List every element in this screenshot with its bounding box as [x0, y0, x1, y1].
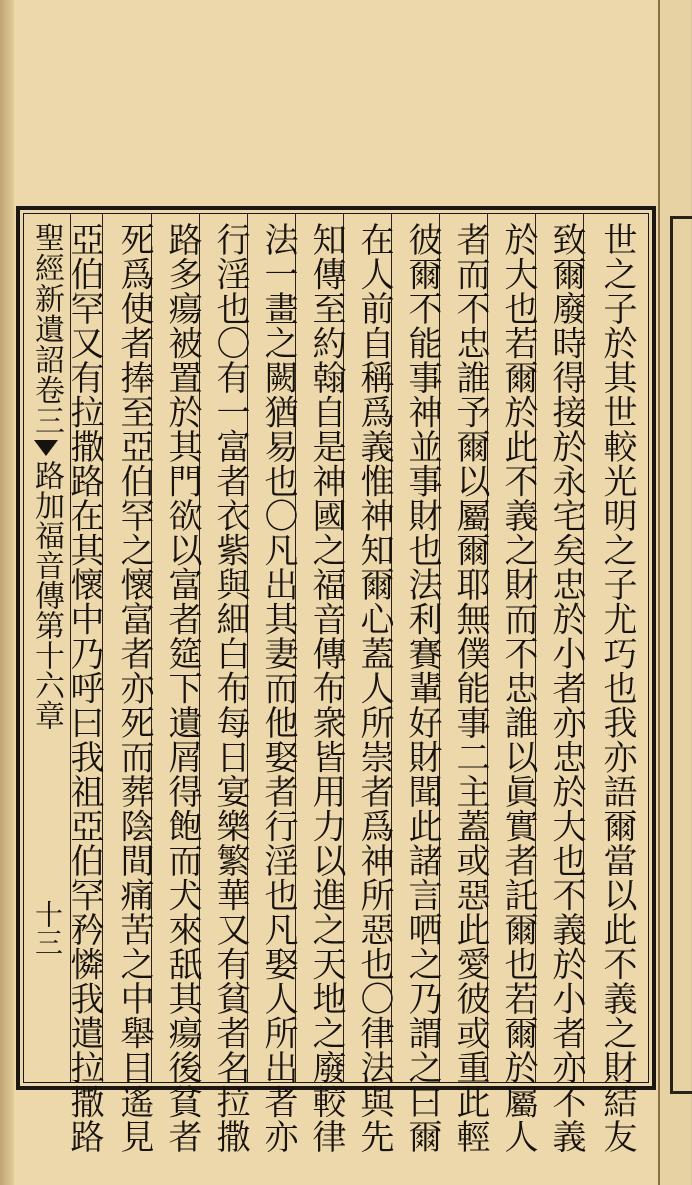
- column-text: 致爾廢時得接於永宅矣忠於小者亦忠於大也不義於小者亦不義: [546, 222, 586, 1154]
- column-text: 死爲使者捧至亞伯罕之懷富者亦死而葬陰間痛苦之中舉目遙見: [114, 222, 154, 1154]
- text-column-9: [203, 222, 257, 1154]
- column-text: 知傳至約翰自是神國之福音傳布衆皆用力以進之天地之廢較律: [306, 222, 346, 1154]
- binding-edge: [0, 0, 14, 1185]
- column-text: 在人前自稱爲義惟神知爾心蓋人所崇者爲神所惡也〇律法與先: [354, 222, 394, 1154]
- column-text: 世之子於其世較光明之子尤巧也我亦語爾當以此不義之財結友: [597, 222, 637, 1154]
- leaf-number: 十三: [31, 900, 64, 956]
- text-column-3: [491, 222, 545, 1154]
- text-column-7: [299, 222, 353, 1154]
- fishtail-mark: [34, 440, 58, 456]
- text-column-8: [251, 222, 305, 1154]
- text-column-6: [347, 222, 401, 1154]
- column-text: 行淫也〇有一富者衣紫與細白布每日宴樂繁華又有貧者名拉撒: [210, 222, 250, 1154]
- text-column-11: [107, 222, 161, 1154]
- column-text: 法一畫之闕猶易也〇凡出其妻而他娶者行淫也凡娶人所出者亦: [258, 222, 298, 1154]
- text-column-10: [155, 222, 209, 1154]
- chapter-title: 路加福音傳第十六章: [29, 459, 64, 730]
- text-column-12: [63, 222, 105, 1154]
- column-text: 彼爾不能事神並事財也法利賽輩好財聞此諸言哂之乃謂之曰爾: [402, 222, 442, 1154]
- text-column-5: [395, 222, 449, 1154]
- column-text: 亞伯罕又有拉撒路在其懷中乃呼曰我祖亞伯罕矜憐我遣拉撒路: [64, 222, 104, 1154]
- column-text: 路多瘍被置於其門欲以富者筵下遺屑得飽而犬來舐其瘍後貧者: [162, 222, 202, 1154]
- text-column-4: [443, 222, 497, 1154]
- next-leaf-frame: [670, 216, 692, 1094]
- column-text: 者而不忠誰予爾以屬爾耶無僕能事二主蓋或惡此愛彼或重此輕: [450, 222, 490, 1154]
- text-column-2: [539, 222, 593, 1154]
- column-text: 於大也若爾於此不義之財而不忠誰以眞實者託爾也若爾於屬人: [498, 222, 538, 1154]
- book-title: 聖經新遺詔卷三: [29, 222, 64, 436]
- text-column-1: [590, 222, 644, 1154]
